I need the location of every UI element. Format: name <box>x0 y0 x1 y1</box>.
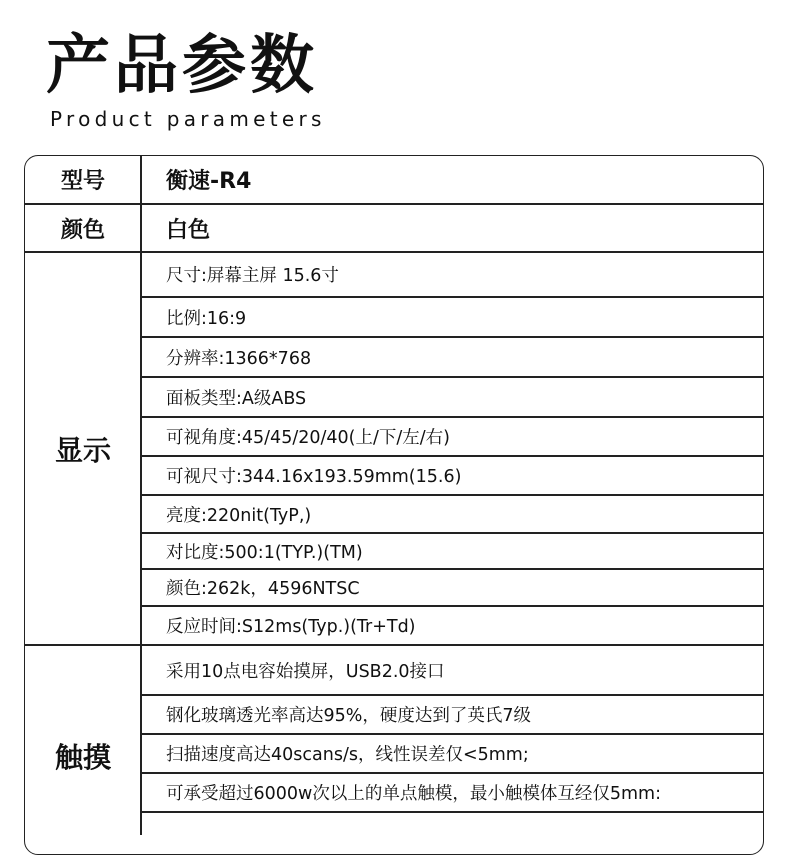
display-label: 显示 <box>54 433 111 467</box>
display-spec-row: 对比度:500:1(TYP.)(TM) <box>166 542 363 563</box>
page-subtitle: Product parameters <box>50 107 326 131</box>
display-spec-row: 可视尺寸:344.16x193.59mm(15.6) <box>166 467 462 487</box>
display-spec-row: 可视角度:45/45/20/40(上/下/左/右) <box>166 428 450 448</box>
touch-label: 触摸 <box>54 741 111 774</box>
page-title: 产品参数 <box>46 29 318 103</box>
color-label: 颜色 <box>60 217 105 243</box>
display-spec-row: 反应时间:S12ms(Typ.)(Tr+Td) <box>166 617 416 637</box>
display-spec-row: 颜色:262k，4596NTSC <box>166 579 360 599</box>
model-value: 衡速-R4 <box>166 169 252 194</box>
display-spec-row: 分辨率:1366*768 <box>166 348 312 369</box>
sub-row-divider <box>142 811 764 813</box>
display-spec-row: 亮度:220nit(TyP,) <box>166 505 312 526</box>
color-value: 白色 <box>166 217 211 243</box>
display-spec-row: 比例:16:9 <box>166 308 247 329</box>
display-spec-row: 面板类型:A级ABS <box>166 388 307 409</box>
touch-spec-row: 采用10点电容始摸屏，USB2.0接口 <box>166 661 445 682</box>
touch-spec-row: 可承受超过6000w次以上的单点触模，最小触模体互经仅5mm: <box>166 784 661 804</box>
touch-spec-row: 扫描速度高达40scans/s，线性误差仅<5mm; <box>166 745 529 765</box>
touch-spec-row: 钢化玻璃透光率高达95%，硬度达到了英氏7级 <box>166 706 532 726</box>
model-label: 型号 <box>60 169 105 194</box>
display-spec-row: 尺寸:屏幕主屏 15.6寸 <box>166 266 339 286</box>
